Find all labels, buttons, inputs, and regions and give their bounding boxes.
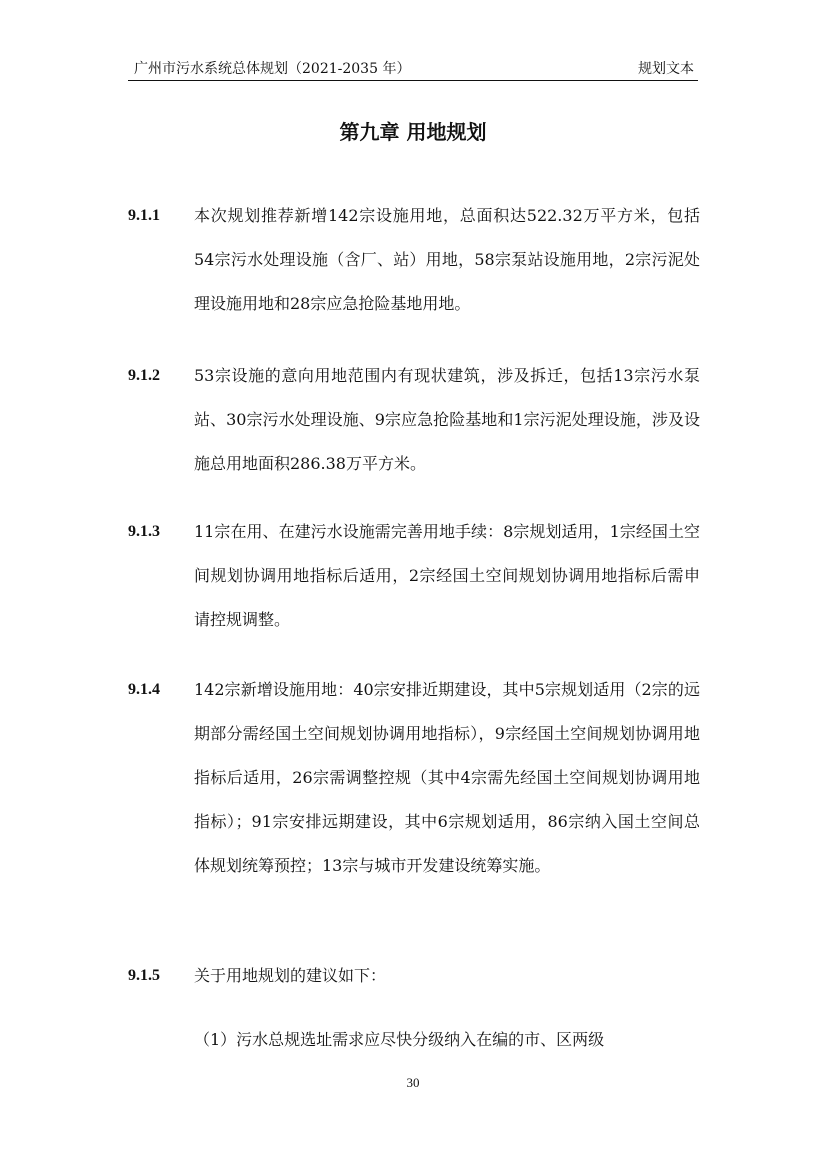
- page-number: 30: [406, 1075, 420, 1090]
- clause-number: 9.1.5: [128, 967, 160, 984]
- clause-text: 53宗设施的意向用地范围内有现状建筑，涉及拆迁，包括13宗污水泵站、30宗污水处理设施、9宗应急抢险基地和1宗污泥处理设施，涉及设施总用地面积286.38万平方米。: [194, 366, 700, 473]
- clause-text: 关于用地规划的建议如下：: [194, 966, 387, 985]
- clause-text: 本次规划推荐新增142宗设施用地，总面积达522.32万平方米，包括54宗污水处理设施（含厂、站）用地，58宗泵站设施用地，2宗污泥处理设施用地和28宗应急抢险基地用地。: [194, 206, 700, 313]
- clause-number: 9.1.1: [128, 207, 160, 224]
- clause-text: 142宗新增设施用地：40宗安排近期建设，其中5宗规划适用（2宗的远期部分需经国土空间规划协调用地指标），9宗经国土空间规划协调用地指标后适用，26宗需调整控规（其中4宗需先经国土空间规划协调用地指标）；91宗安排远期建设，其中6宗规划适用，86宗纳入国土空间总体规划统筹预控；13宗与城市开发建设统筹实施。: [194, 680, 700, 875]
- page-header: [128, 58, 698, 81]
- chapter-title: 第九章 用地规划: [339, 120, 487, 144]
- header-section-label: 规划文本: [638, 61, 694, 77]
- list-item: （1）污水总规选址需求应尽快分级纳入在编的市、区两级: [194, 1030, 605, 1049]
- clause-number: 9.1.3: [128, 523, 160, 540]
- clause-number: 9.1.2: [128, 367, 160, 384]
- header-document-title: 广州市污水系统总体规划（2021-2035 年）: [134, 61, 411, 77]
- clause-text: 11宗在用、在建污水设施需完善用地手续：8宗规划适用，1宗经国土空间规划协调用地指标后适用，2宗经国土空间规划协调用地指标后需申请控规调整。: [194, 522, 700, 629]
- clause-number: 9.1.4: [128, 681, 160, 698]
